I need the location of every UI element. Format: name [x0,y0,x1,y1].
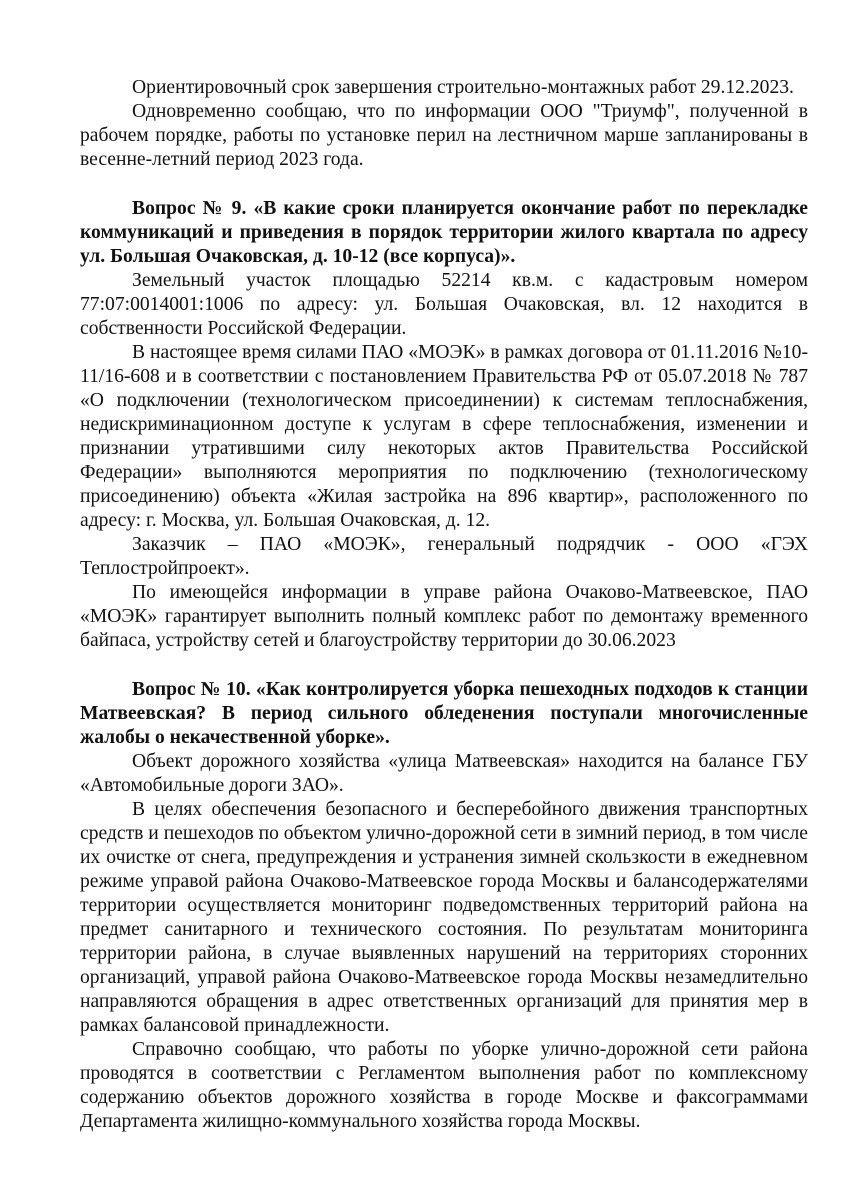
document-body [80,76,808,1134]
paragraph-railings: Одновременно сообщаю, что по информации ООО "Триумф", полученной в рабочем порядке, работы по установке перил на лестничном марше запланированы в весенне-летний период 2023 года. [80,101,808,170]
question-10-heading: Вопрос № 10. «Как контролируется уборка пешеходных подходов к станции Матвеевская? В период сильного обледенения поступали многочисленные жалобы о некачественной уборке». [80,679,808,748]
question-9-paragraph: Земельный участок площадью 52214 кв.м. с кадастровым номером 77:07:0014001:1006 по адресу: ул. Большая Очаковская, вл. 12 находится в собственности Российской Федерации. [80,270,808,339]
question-10-paragraph: Справочно сообщаю, что работы по уборке улично-дорожной сети района проводятся в соответствии с Регламентом выполнения работ по комплексному содержанию объектов дорожного хозяйства в городе Москве и факсограммами Департамента жилищно-коммунального хозяйства города Москвы. [80,1039,808,1132]
section-spacer [80,172,808,197]
question-9-paragraph: Заказчик – ПАО «МОЭК», генеральный подрядчик - ООО «ГЭХ Теплостройпроект». [80,534,808,579]
question-9-heading: Вопрос № 9. «В какие сроки планируется окончание работ по перекладке коммуникаций и приведения в порядок территории жилого квартала по адресу ул. Большая Очаковская, д. 10-12 (все корпуса)». [80,198,808,267]
question-10-paragraph: В целях обеспечения безопасного и бесперебойного движения транспортных средств и пешеходов по объектом улично-дорожной сети в зимний период, в том числе их очистке от снега, предупреждения и устранения зимней скользкости в ежедневном режиме управой района Очаково-Матвеевское города Москвы и балансодержателями территории осуществляется мониторинг подведомственных территорий района на предмет санитарного и технического состояния. По результатам мониторинга территории района, в случае выявленных нарушений на территориях сторонних организаций, управой района Очаково-Матвеевское города Москвы незамедлительно направляются обращения в адрес ответственных организаций для принятия мер в рамках балансовой принадлежности. [80,799,808,1036]
section-spacer [80,653,808,678]
question-10-paragraph: Объект дорожного хозяйства «улица Матвеевская» находится на балансе ГБУ «Автомобильные дороги ЗАО». [80,751,808,796]
paragraph-completion-date: Ориентировочный срок завершения строительно-монтажных работ 29.12.2023. [132,77,794,98]
question-9-paragraph: По имеющейся информации в управе района Очаково-Матвеевское, ПАО «МОЭК» гарантирует выполнить полный комплекс работ по демонтажу временного байпаса, устройству сетей и благоустройству территории до 30.06.2023 [80,582,808,651]
question-9-paragraph: В настоящее время силами ПАО «МОЭК» в рамках договора от 01.11.2016 №10-11/16-608 и в соответствии с постановлением Правительства РФ от 05.07.2018 № 787 «О подключении (технологическом присоединении) к системам теплоснабжения, недискриминационном доступе к услугам в сфере теплоснабжения, изменении и признании утратившими силу некоторых актов Правительства Российской Федерации» выполняются мероприятия по подключению (технологическому присоединению) объекта «Жилая застройка на 896 квартир», расположенного по адресу: г. Москва, ул. Большая Очаковская, д. 12. [80,342,808,531]
